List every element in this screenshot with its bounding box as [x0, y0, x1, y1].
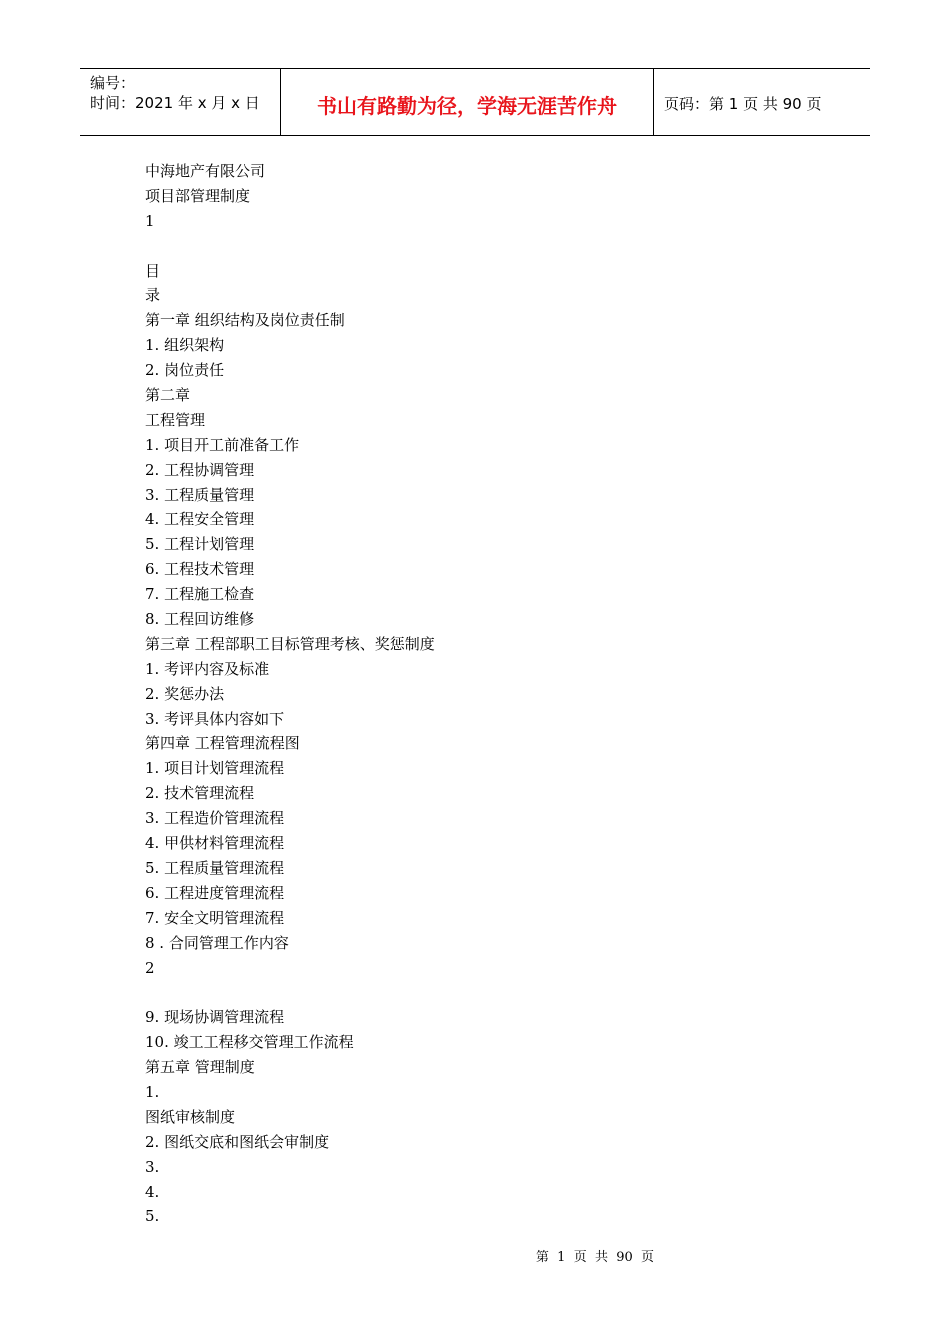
footer-page-number: 第 1 页 共 90 页: [535, 1250, 655, 1265]
toc-item: 7. 安全文明管理流程: [145, 908, 285, 927]
document-number-label: 编号：: [90, 74, 136, 92]
header-motto-cell: [281, 69, 654, 135]
body-line: 项目部管理制度: [145, 186, 251, 205]
page-header: [80, 68, 870, 136]
toc-item: 7. 工程施工检查: [145, 585, 255, 604]
toc-item: 5. 工程计划管理: [145, 535, 255, 554]
toc-chapter: 第四章 工程管理流程图: [145, 734, 300, 753]
toc-item: 2. 工程协调管理: [145, 460, 255, 479]
body-line: 中海地产有限公司: [145, 162, 266, 180]
toc-item: 2. 技术管理流程: [145, 784, 255, 803]
toc-item: 6. 工程进度管理流程: [145, 883, 285, 902]
toc-chapter: 第二章: [145, 386, 191, 405]
header-motto: 书山有路勤为径，学海无涯苦作舟: [317, 93, 617, 118]
toc-item: 4. 工程安全管理: [145, 510, 255, 529]
header-page-number: 页码：第 1 页 共 90 页: [664, 94, 822, 113]
toc-item: 2. 奖惩办法: [145, 684, 225, 703]
toc-item: 9. 现场协调管理流程: [145, 1008, 285, 1027]
toc-item: 图纸审核制度: [145, 1107, 236, 1126]
toc-chapter: 第五章 管理制度: [145, 1058, 255, 1077]
toc-item: 2. 岗位责任: [145, 361, 225, 380]
toc-item: 1. 项目计划管理流程: [145, 759, 285, 778]
toc-item: 8. 工程回访维修: [145, 610, 255, 629]
toc-item: 5.: [145, 1207, 160, 1226]
body-line: [145, 234, 845, 259]
toc-item: 1. 组织架构: [145, 336, 225, 355]
toc-item: 5. 工程质量管理流程: [145, 858, 285, 877]
toc-chapter: 第一章 组织结构及岗位责任制: [145, 311, 345, 330]
body-line: 1: [145, 211, 155, 230]
toc-item: 1. 项目开工前准备工作: [145, 435, 300, 454]
document-body: [145, 159, 845, 1229]
toc-item: 1.: [145, 1082, 160, 1101]
toc-item: 1. 考评内容及标准: [145, 659, 270, 678]
toc-item: 3. 工程造价管理流程: [145, 809, 285, 828]
toc-item: 2. 图纸交底和图纸会审制度: [145, 1132, 330, 1151]
header-meta: [80, 69, 281, 135]
toc-item: 3.: [145, 1157, 160, 1176]
toc-item: 8 . 合同管理工作内容: [145, 933, 289, 952]
toc-item: 10. 竣工工程移交管理工作流程: [145, 1033, 354, 1052]
toc-item: 4. 甲供材料管理流程: [145, 834, 285, 853]
header-page-cell: [654, 69, 870, 135]
toc-item: 3. 工程质量管理: [145, 485, 255, 504]
toc-item: 6. 工程技术管理: [145, 560, 255, 579]
body-line: [145, 980, 845, 1005]
toc-item: 4.: [145, 1182, 160, 1201]
toc-title-line-2: 录: [145, 286, 161, 305]
toc-item: 3. 考评具体内容如下: [145, 709, 285, 728]
toc-title-line-1: 目: [145, 261, 161, 280]
document-time-label: 时间：2021 年 x 月 x 日: [90, 94, 260, 112]
page-footer: [0, 1246, 950, 1265]
toc-chapter: 第三章 工程部职工目标管理考核、奖惩制度: [145, 634, 435, 653]
body-line: 2: [145, 958, 155, 977]
toc-chapter-title: 工程管理: [145, 410, 206, 429]
